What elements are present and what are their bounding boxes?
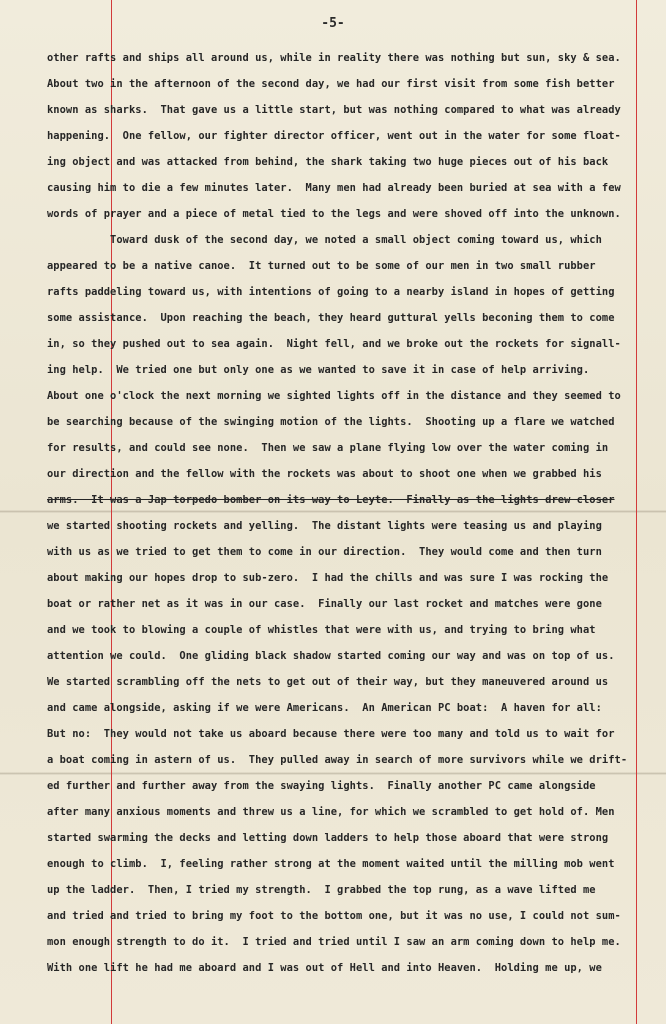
text-line-content: ed further and further away from the swaying lights. Finally another PC came alongside xyxy=(47,780,596,792)
text-line xyxy=(47,364,647,390)
text-line-content: we started shooting rockets and yelling. The distant lights were teasing us and playing xyxy=(47,520,602,532)
text-line xyxy=(47,208,647,234)
text-line xyxy=(47,702,647,728)
text-line xyxy=(47,520,647,546)
text-line-content: started swarming the decks and letting down ladders to help those aboard that were strong xyxy=(47,832,609,844)
text-line xyxy=(47,156,647,182)
text-line xyxy=(47,130,647,156)
text-line xyxy=(47,728,647,754)
text-line xyxy=(47,234,647,260)
text-line xyxy=(47,468,647,494)
text-line xyxy=(47,676,647,702)
text-line-content: About two in the afternoon of the second day, we had our first visit from some fish better xyxy=(47,78,615,90)
text-line xyxy=(47,624,647,650)
text-line-content: Toward dusk of the second day, we noted a small object coming toward us, which xyxy=(47,234,602,246)
text-line-content: words of prayer and a piece of metal tied to the legs and were shoved off into the unknown. xyxy=(47,208,621,220)
text-line xyxy=(47,910,647,936)
text-line xyxy=(47,546,647,572)
text-line-content: mon enough strength to do it. I tried and tried until I saw an arm coming down to help me. xyxy=(47,936,621,948)
text-line xyxy=(47,494,647,520)
text-line xyxy=(47,650,647,676)
text-line xyxy=(47,442,647,468)
text-line xyxy=(47,182,647,208)
text-line xyxy=(47,572,647,598)
text-line xyxy=(47,936,647,962)
text-line-content: other rafts and ships all around us, while in reality there was nothing but sun, sky & sea. xyxy=(47,52,621,64)
text-line xyxy=(47,104,647,130)
text-line xyxy=(47,78,647,104)
text-line-content: and we took to blowing a couple of whistles that were with us, and trying to bring what xyxy=(47,624,596,636)
text-line-content: boat or rather net as it was in our case. Finally our last rocket and matches were gone xyxy=(47,598,602,610)
text-line xyxy=(47,416,647,442)
text-line-content: About one o'clock the next morning we sighted lights off in the distance and they seemed to xyxy=(47,390,621,402)
text-line-content: arms. It was a Jap torpedo bomber on its way to Leyte. Finally as the lights drew closer xyxy=(47,494,615,506)
text-line-content: But no: They would not take us aboard because there were too many and told us to wait for xyxy=(47,728,615,740)
text-line-content: With one lift he had me aboard and I was out of Hell and into Heaven. Holding me up, we xyxy=(47,962,602,974)
text-line xyxy=(47,962,647,988)
text-line xyxy=(47,832,647,858)
text-line-content: ing help. We tried one but only one as we wanted to save it in case of help arriving. xyxy=(47,364,590,376)
text-line-content: known as sharks. That gave us a little start, but was nothing compared to what was already xyxy=(47,104,621,116)
text-line-content: appeared to be a native canoe. It turned out to be some of our men in two small rubber xyxy=(47,260,596,272)
text-line-content: rafts paddeling toward us, with intentions of going to a nearby island in hopes of getting xyxy=(47,286,615,298)
text-line-content: for results, and could see none. Then we saw a plane flying low over the water coming in xyxy=(47,442,609,454)
text-line xyxy=(47,260,647,286)
text-line-content: attention we could. One gliding black shadow started coming our way and was on top of us. xyxy=(47,650,615,662)
text-line-content: about making our hopes drop to sub-zero. I had the chills and was sure I was rocking the xyxy=(47,572,609,584)
text-line xyxy=(47,338,647,364)
text-line-content: causing him to die a few minutes later. Many men had already been buried at sea with a few xyxy=(47,182,621,194)
text-line xyxy=(47,52,647,78)
text-line-content: We started scrambling off the nets to get out of their way, but they maneuvered around us xyxy=(47,676,609,688)
text-line xyxy=(47,858,647,884)
text-line xyxy=(47,390,647,416)
text-line-content: ing object and was attacked from behind, the shark taking two huge pieces out of his back xyxy=(47,156,609,168)
text-line-content: our direction and the fellow with the rockets was about to shoot one when we grabbed his xyxy=(47,468,602,480)
text-line xyxy=(47,754,647,780)
text-line-content: happening. One fellow, our fighter director officer, went out in the water for some float- xyxy=(47,130,621,142)
text-line-content: with us as we tried to get them to come in our direction. They would come and then turn xyxy=(47,546,602,558)
text-line-content: after many anxious moments and threw us a line, for which we scrambled to get hold of. Men xyxy=(47,806,615,818)
text-line xyxy=(47,780,647,806)
text-line-content: up the ladder. Then, I tried my strength. I grabbed the top rung, as a wave lifted me xyxy=(47,884,596,896)
text-line-content: and came alongside, asking if we were Americans. An American PC boat: A haven for all: xyxy=(47,702,602,714)
text-line-content: a boat coming in astern of us. They pulled away in search of more survivors while we drift- xyxy=(47,754,628,766)
text-line xyxy=(47,286,647,312)
text-line-content: enough to climb. I, feeling rather strong at the moment waited until the milling mob went xyxy=(47,858,615,870)
text-line xyxy=(47,598,647,624)
text-line-content: and tried and tried to bring my foot to the bottom one, but it was no use, I could not sum- xyxy=(47,910,621,922)
text-line xyxy=(47,884,647,910)
text-line xyxy=(47,806,647,832)
page-number: -5- xyxy=(321,16,345,31)
text-line-content: be searching because of the swinging motion of the lights. Shooting up a flare we watched xyxy=(47,416,615,428)
text-line-content: some assistance. Upon reaching the beach, they heard guttural yells beconing them to come xyxy=(47,312,615,324)
body-text xyxy=(47,52,647,988)
text-line xyxy=(47,312,647,338)
text-line-content: in, so they pushed out to sea again. Night fell, and we broke out the rockets for signall- xyxy=(47,338,621,350)
